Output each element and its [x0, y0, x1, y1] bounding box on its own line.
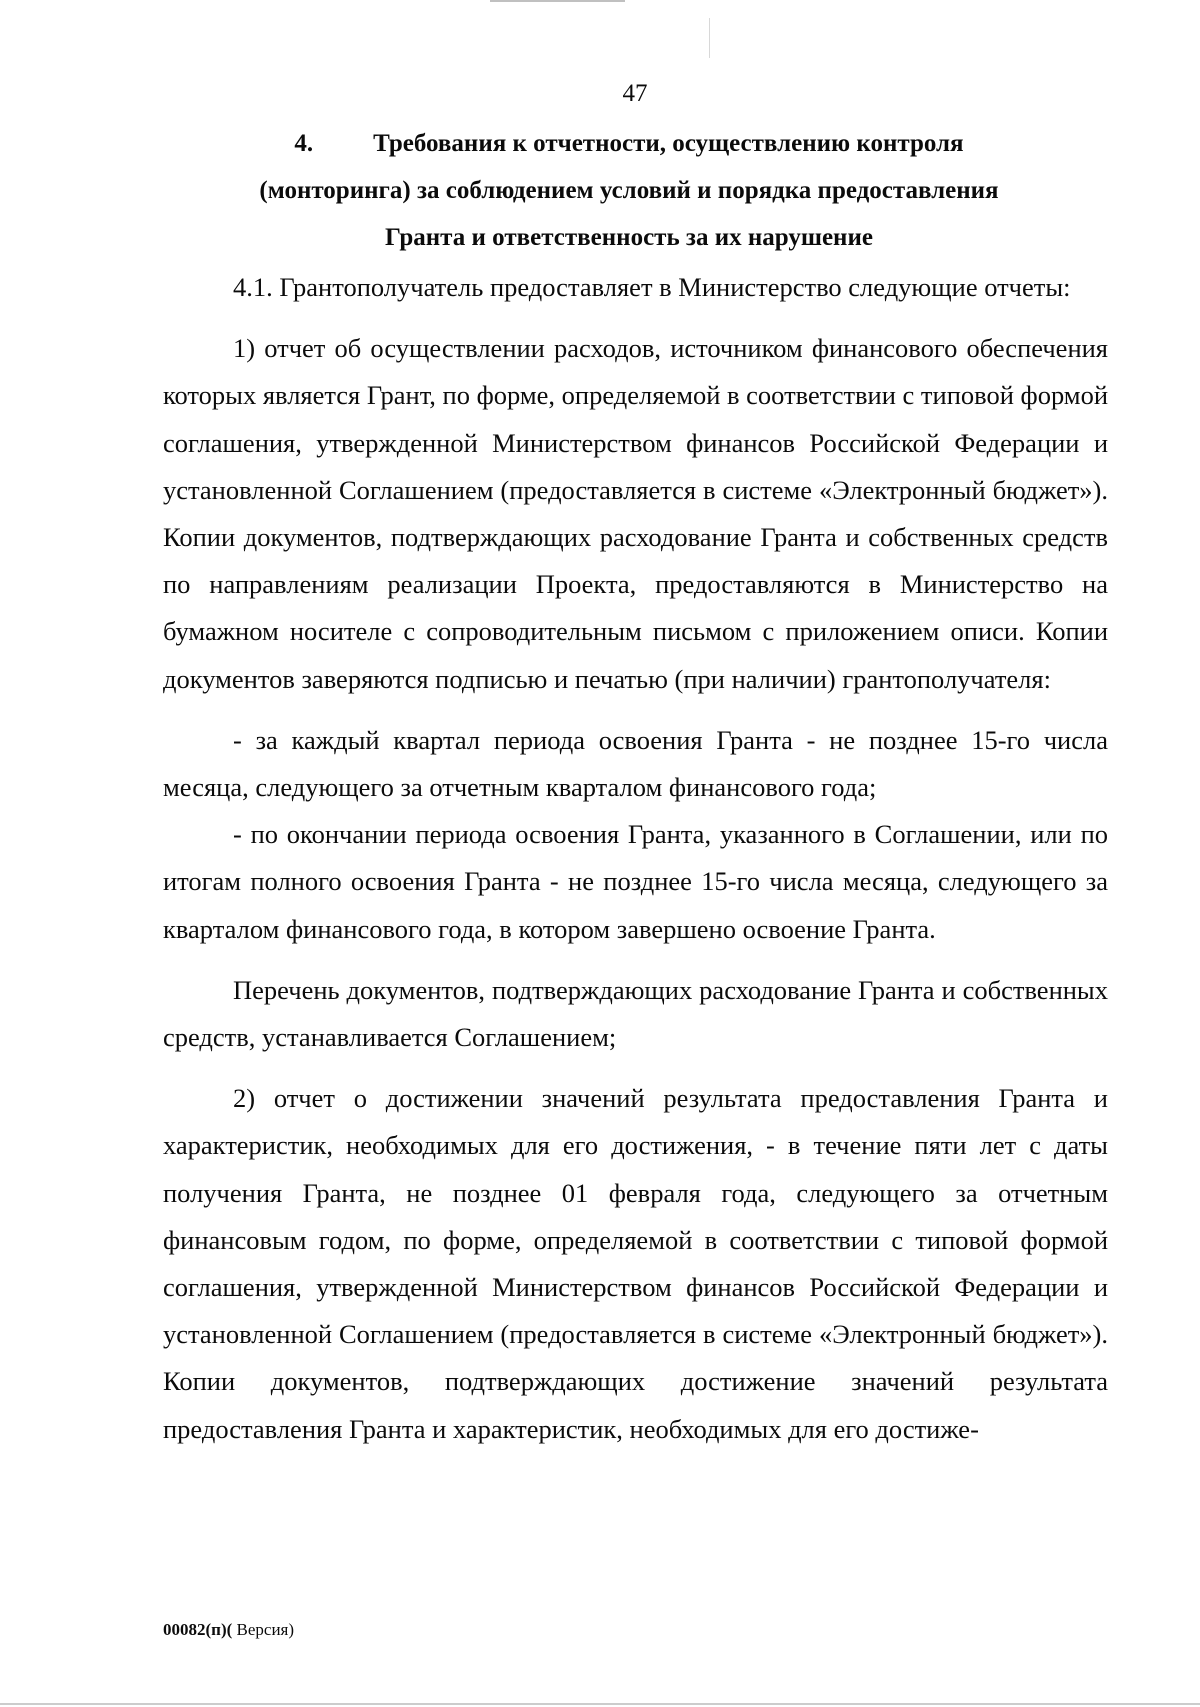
paragraph-4-1: 4.1. Грантополучатель предоставляет в Министерство следующие отчеты: — [233, 272, 1071, 302]
body-text — [163, 264, 1108, 1453]
paragraph-bullet-final: - по окончании периода освоения Гранта, указанного в Соглашении, или по итогам полного освоения Гранта - не позднее 15-го числа месяца, следующего за кварталом финансового года, в котором завершено освоение Гранта. — [163, 819, 1108, 944]
heading-line-1-text: Требования к отчетности, осуществлению контроля — [373, 130, 964, 157]
page-number: 47 — [622, 80, 648, 107]
scan-artifact-vertical — [709, 18, 710, 58]
section-heading — [150, 120, 1108, 261]
heading-number: 4. — [294, 130, 314, 157]
scan-artifact-top — [490, 0, 625, 2]
footer-version: Версия) — [232, 1620, 295, 1639]
document-footer — [163, 1620, 294, 1640]
heading-line-3: Гранта и ответственность за их нарушение — [385, 224, 873, 251]
heading-line-1 — [150, 120, 1108, 167]
paragraph-document-list: Перечень документов, подтверждающих расходование Гранта и собственных средств, устанавливается Соглашением; — [163, 974, 1108, 1053]
scan-artifact-bottom — [0, 1703, 1200, 1705]
paragraph-item-2: 2) отчет о достижении значений результата предоставления Гранта и характеристик, необходимых для его достижения, - в течение пяти лет с даты получения Гранта, не позднее 01 февраля года, следующего за отчетным финансовым годом, по форме, определяемой в соответствии с типовой формой соглашения, утвержденной Министерством финансов Российской Федерации и установленной Соглашением (предоставляется в системе «Электронный бюджет»). Копии документов, подтверждающих достижение значений результата предоставления Гранта и характеристик, необходимых для его достиже- — [163, 1083, 1108, 1444]
paragraph-bullet-quarterly: - за каждый квартал периода освоения Гранта - не позднее 15-го числа месяца, следующего за отчетным кварталом финансового года; — [163, 724, 1108, 803]
paragraph-item-1: 1) отчет об осуществлении расходов, источником финансового обеспечения которых является Грант, по форме, определяемой в соответствии с типовой формой соглашения, утвержденной Министерством финансов Российской Федерации и установленной Соглашением (предоставляется в системе «Электронный бюджет»). Копии документов, подтверждающих расходование Гранта и собственных средств по направлениям реализации Проекта, предоставляются в Министерство на бумажном носителе с сопроводительным письмом с приложением описи. Копии документов заверяются подписью и печатью (при наличии) грантополучателя: — [163, 333, 1108, 694]
heading-line-2: (монторинга) за соблюдением условий и порядка предоставления — [259, 177, 999, 204]
footer-code: 00082(п)( — [163, 1620, 233, 1639]
